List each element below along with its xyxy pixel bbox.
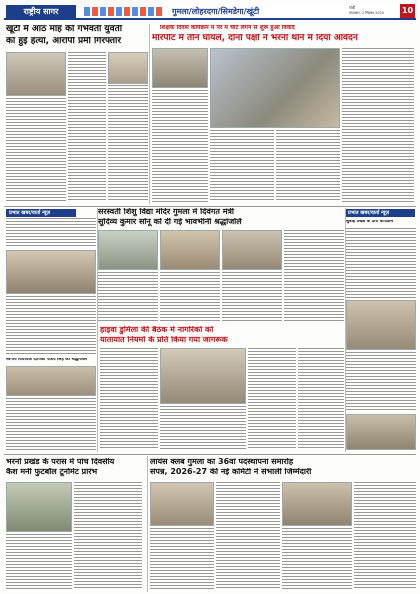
story-3-body-d xyxy=(284,230,344,322)
story-6-body-c xyxy=(282,528,352,590)
headline-4b: यातायात नियमों के प्रति किया गया जागरूक xyxy=(100,336,228,344)
masthead-bar xyxy=(4,4,416,20)
story-6-photo-1 xyxy=(150,482,214,526)
story-6-body-b xyxy=(216,482,280,590)
headline-5: भरनो प्रखंड के परास में पांच दिवसीय xyxy=(6,458,115,466)
section-strip-2: प्रभात खबर/वार्ता न्यूज़ xyxy=(345,209,415,217)
story-3-body-b xyxy=(160,272,220,322)
rule-1 xyxy=(4,206,416,207)
paper-name: राष्ट्रीय सागर xyxy=(6,5,76,18)
story-1-body-b xyxy=(6,98,66,202)
story-4-body-d xyxy=(298,348,344,450)
story-6-body-d xyxy=(354,482,416,590)
story-2-photo-wide xyxy=(210,48,340,128)
right-mid-headline: सुबाई प्रखंड के दौरा कार्यक्रम xyxy=(346,220,394,224)
story-3-body-a xyxy=(98,272,158,322)
headline-4: हाइवा डुमिला की बैठक में नागरिकों को xyxy=(100,326,214,334)
headline-3b: सुदिव्य कुमार सोनू को दी गई भावभीनी श्रद्धांजलि xyxy=(98,218,242,226)
page-number: 10 xyxy=(400,4,415,18)
left-brief-2 xyxy=(6,296,96,356)
headline-2-kicker: शिक्षक दिवस कार्यक्रम में पैर में चोट लगने से शुरू हुआ विवाद xyxy=(160,25,295,31)
story-5-photo xyxy=(6,482,72,532)
story-2-body-d xyxy=(342,48,414,202)
headline-1: खूंटी में आठ माह की गर्भवती युवती xyxy=(6,25,123,34)
col-rule-2 xyxy=(97,208,98,452)
story-5-body-a xyxy=(6,534,72,590)
story-1-photo xyxy=(6,52,66,96)
ornament-strip xyxy=(84,7,162,16)
rule-2 xyxy=(4,454,416,455)
headline-3: सरस्वती शिशु विद्या मंदिर गुमला में दिवंगत मंत्री xyxy=(98,208,234,216)
right-brief-2 xyxy=(346,352,416,412)
left-photo-1 xyxy=(6,250,96,294)
story-6-photo-2 xyxy=(282,482,352,526)
story-1-photo-2 xyxy=(108,52,148,84)
story-4-body-c xyxy=(248,348,296,450)
headline-2: मारपीट में तीन घायल, दोनों पक्षों ने भरनो थाने में दिया आवेदन xyxy=(152,34,358,43)
story-4-photo xyxy=(160,348,246,404)
story-2-body-b xyxy=(210,130,274,202)
left-mid-headline: स्वर्गीय विधायक दीपिका पांडेय सिंह को श्रद्धांजलि xyxy=(6,358,87,362)
story-2-photo-main xyxy=(152,48,208,88)
story-6-body-a xyxy=(150,528,214,590)
city: रांची xyxy=(349,5,356,10)
left-photo-2 xyxy=(6,366,96,396)
story-2-body-c xyxy=(276,130,340,202)
col-rule-1 xyxy=(149,24,150,204)
headline-6b: संपन्न, 2026-27 की नई कमिटी ने संभाली जिम्मेदारी xyxy=(150,468,312,476)
story-3-photo-1 xyxy=(98,230,158,270)
col-rule-3 xyxy=(345,208,346,452)
col-rule-4 xyxy=(147,456,148,592)
story-2-body-a xyxy=(152,90,208,202)
story-1-body-a xyxy=(68,52,106,202)
headline-6: लायंस क्लब गुमला का 36वां पदस्थापना समारोह xyxy=(150,458,294,466)
story-4-body-b xyxy=(160,406,246,450)
headline-1b: की हुई हत्या, आरोपी प्रेमी गिरफ्तार xyxy=(6,37,122,46)
left-brief-1 xyxy=(6,218,96,248)
headline-5b: कैश मनी फुटबॉल टूर्नामेंट प्रारंभ xyxy=(6,468,98,476)
right-photo-1 xyxy=(346,300,416,350)
left-brief-3 xyxy=(6,398,96,450)
story-3-body-c xyxy=(222,272,282,322)
edition-title: गुमला/लोहरदगा/सिमडेगा/खूंटी xyxy=(172,7,260,16)
story-4-body-a xyxy=(100,348,158,450)
right-brief-1 xyxy=(346,228,416,298)
story-3-photo-2 xyxy=(160,230,220,270)
right-photo-2 xyxy=(346,414,416,450)
story-3-photo-3 xyxy=(222,230,282,270)
section-strip-1: प्रभात खबर/वार्ता न्यूज़ xyxy=(6,209,76,217)
date-line: मंगलवार, 2 सितंबर 2025 xyxy=(349,11,385,15)
story-5-body-b xyxy=(74,482,142,590)
